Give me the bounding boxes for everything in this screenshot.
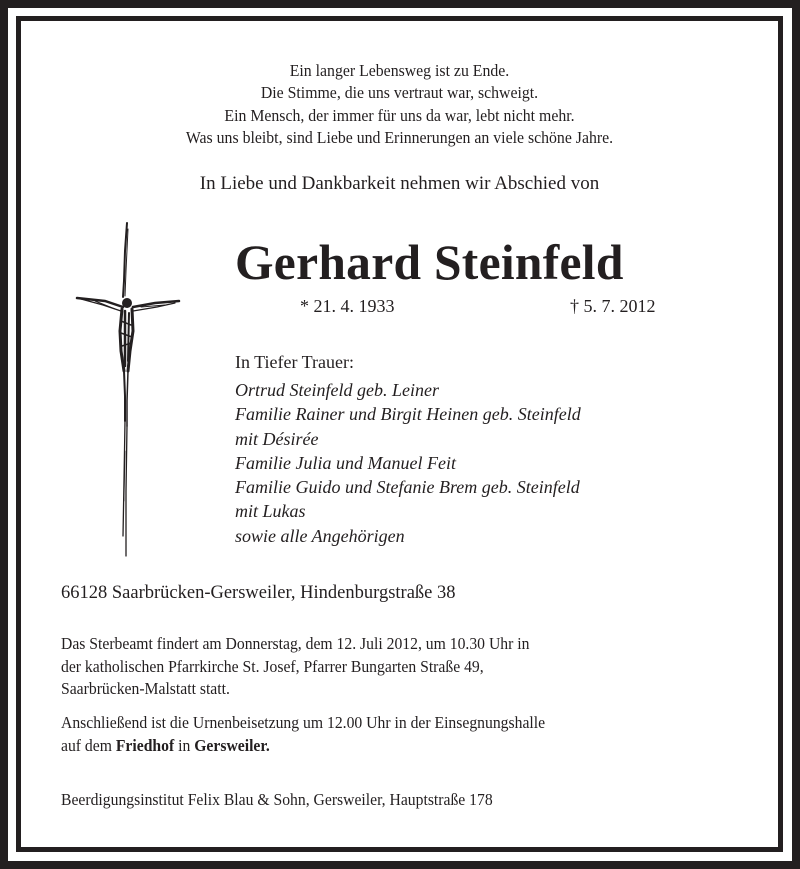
burial-line-2 <box>61 735 545 758</box>
mourners-heading: In Tiefer Trauer: <box>235 352 355 372</box>
poem-line: Die Stimme, die uns vertraut war, schweigt. <box>260 83 539 103</box>
mourner-line: mit Désirée <box>235 428 319 449</box>
farewell-intro: In Liebe und Dankbarkeit nehmen wir Abschied von <box>199 173 600 194</box>
mourners-list <box>235 378 581 548</box>
mourner-line: mit Lukas <box>235 501 306 522</box>
birth-date: * 21. 4. 1933 <box>300 296 395 316</box>
mourner-line: Familie Julia und Manuel Feit <box>235 452 456 473</box>
mourner-line: Familie Guido und Stefanie Brem geb. Steinfeld <box>235 477 580 498</box>
cemetery-label: Friedhof <box>115 735 175 755</box>
service-line: Das Sterbeamt findert am Donnerstag, dem 12. Juli 2012, um 10.30 Uhr in <box>61 634 530 653</box>
burial-line: Anschließend ist die Urnenbeisetzung um 12.00 Uhr in der Einsegnungshalle <box>61 713 546 732</box>
poem-line: Ein Mensch, der immer für uns da war, lebt nicht mehr. <box>224 105 575 125</box>
undertaker-info: Beerdigungsinstitut Felix Blau & Sohn, Gersweiler, Hauptstraße 178 <box>61 790 493 809</box>
crucifix-icon <box>75 221 185 561</box>
burial-info <box>61 712 545 757</box>
poem-line: Was uns bleibt, sind Liebe und Erinnerungen an viele schöne Jahre. <box>185 127 614 147</box>
mourner-line: sowie alle Angehörigen <box>235 525 405 546</box>
family-address: 66128 Saarbrücken-Gersweiler, Hindenburgstraße 38 <box>61 583 456 603</box>
service-line: Saarbrücken-Malstatt statt. <box>61 679 230 698</box>
death-date: † 5. 7. 2012 <box>570 296 656 316</box>
service-line: der katholischen Pfarrkirche St. Josef, Pfarrer Bungarten Straße 49, <box>61 656 484 676</box>
obituary-frame <box>16 16 783 852</box>
burial-text: in <box>174 735 195 755</box>
poem-line: Ein langer Lebensweg ist zu Ende. <box>289 61 510 80</box>
deceased-name: Gerhard Steinfeld <box>235 234 624 290</box>
cemetery-location: Gersweiler. <box>194 735 270 755</box>
poem <box>47 60 751 149</box>
mourner-line: Familie Rainer und Birgit Heinen geb. Steinfeld <box>235 404 581 425</box>
burial-text: auf dem <box>61 735 116 755</box>
service-info <box>61 633 529 701</box>
mourner-line: Ortrud Steinfeld geb. Leiner <box>235 380 439 400</box>
